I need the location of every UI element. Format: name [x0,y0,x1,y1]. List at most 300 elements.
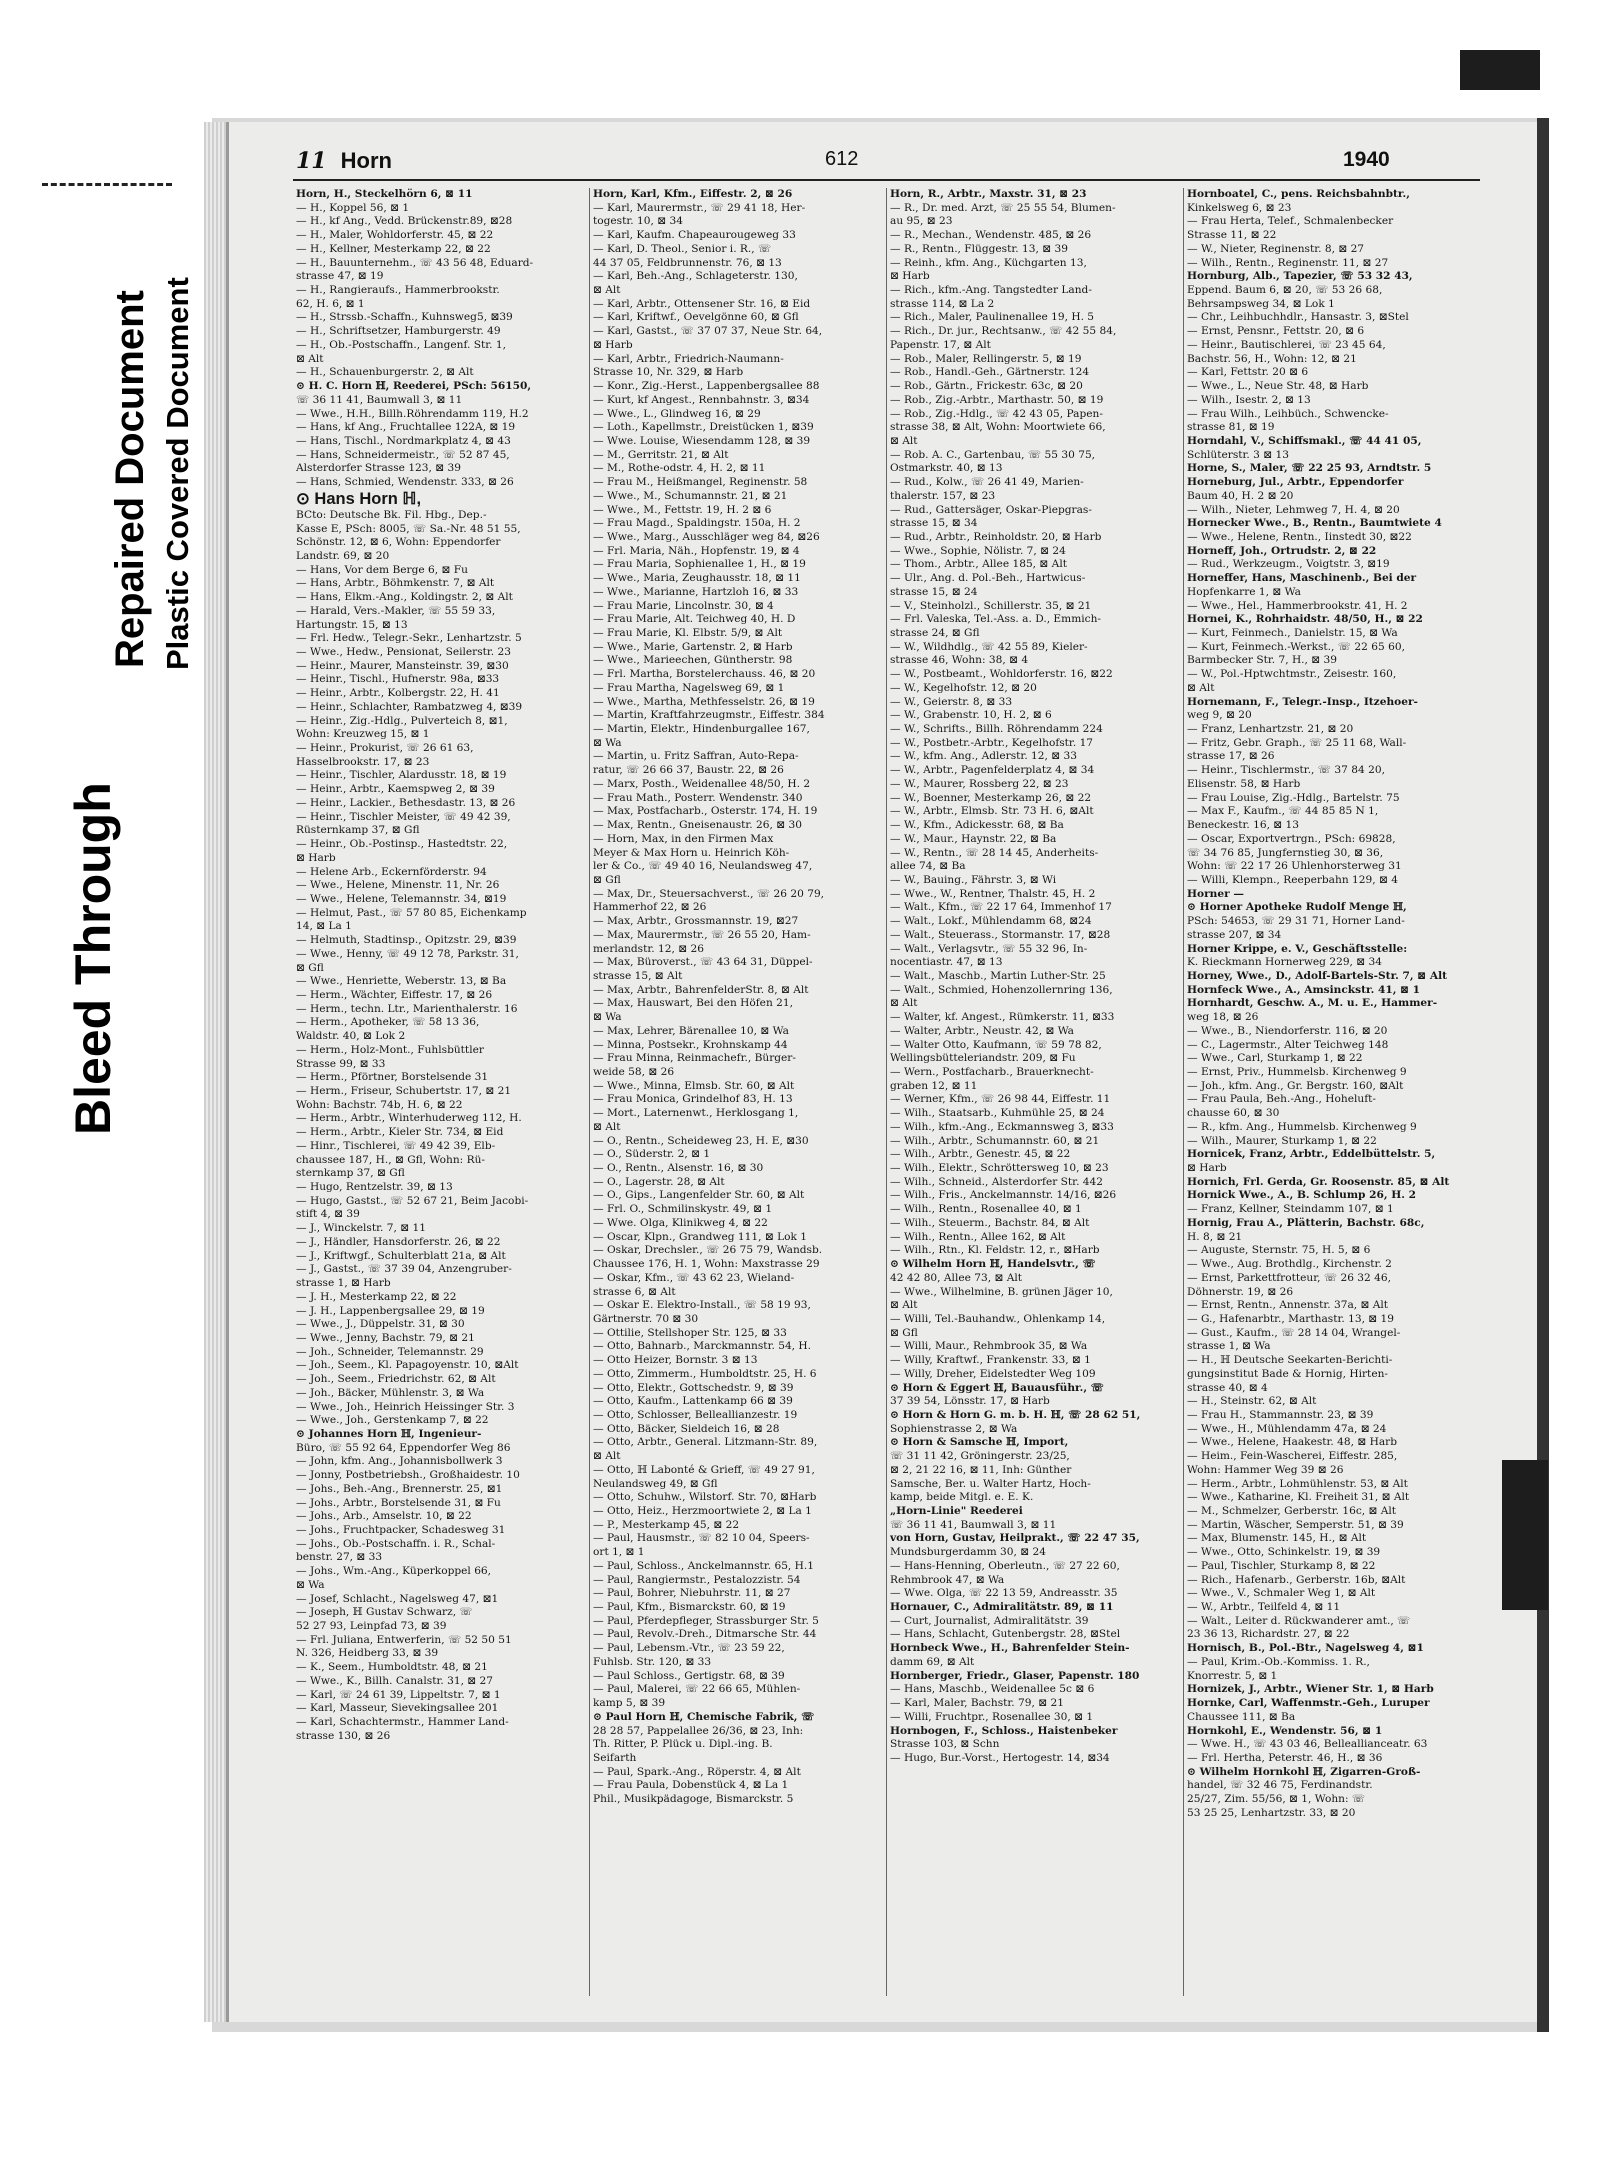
directory-entry: — Hans, Elkm.-Ang., Koldingstr. 2, ⊠ Alt [296,591,513,604]
directory-entry: Horn, R., Arbtr., Maxstr. 31, ⊠ 23 [890,188,1087,200]
directory-entry: Hornei, K., Rohrhaidstr. 48/50, H., ⊠ 22 [1187,613,1423,626]
directory-entry: — Walt., Kfm., ☏ 22 17 64, Immenhof 17 [890,901,1112,914]
directory-entry: — Wwe., B., Niendorferstr. 116, ⊠ 20 [1187,1024,1388,1037]
directory-entry: — H., Ob.-Postschaffn., Langenf. Str. 1, [296,338,507,351]
directory-entry: — Wwe., M., Schumannstr. 21, ⊠ 21 [593,489,788,502]
directory-entry: — Wwe., J., Düppelstr. 31, ⊠ 30 [296,1318,465,1331]
directory-entry: — Johs., Beh.-Ang., Brennerstr. 25, ⊠1 [296,1482,503,1495]
directory-entry: — Wilh., Elektr., Schröttersweg 10, ⊠ 23 [890,1162,1109,1175]
directory-entry: — Franz, Kellner, Steindamm 107, ⊠ 1 [1187,1203,1394,1216]
directory-entry: — Paul, Bohrer, Niebuhrstr. 11, ⊠ 27 [593,1587,791,1600]
scan-edge-shadow [1537,118,1549,2032]
directory-entry: — Josef, Schlacht., Nagelsweg 47, ⊠1 [296,1592,499,1605]
directory-entry: — Heinr., Arbtr., Kaemspweg 2, ⊠ 39 [296,783,495,796]
directory-entry: nocentiastr. 47, ⊠ 13 [890,956,1003,969]
directory-entry: — Max, Hauswart, Bei den Höfen 21, [593,997,793,1010]
column-2 [590,188,887,1996]
directory-entry: — Paul, Rangiermstr., Pestalozzistr. 54 [593,1573,801,1586]
directory-entry: 52 27 93, Leinpfad 73, ⊠ 39 [296,1620,447,1633]
directory-entry: weide 58, ⊠ 26 [593,1066,675,1078]
directory-entry: — Konr., Zig.-Herst., Lappenbergsallee 88 [593,380,820,393]
directory-entry: — Frau Marie, Alt. Teichweg 40, H. D [593,613,796,626]
directory-entry: — Paul, Pferdepfleger, Strassburger Str. 5 [593,1614,819,1627]
directory-entry: — R., Rentn., Flüggestr. 13, ⊠ 39 [890,242,1068,255]
directory-entry: Hornbogen, F., Schloss., Haistenbeker [890,1724,1118,1737]
directory-entry: — W., Maur., Haynstr. 22, ⊠ Ba [890,832,1057,845]
directory-entry: Hammerhof 22, ⊠ 26 [593,901,707,914]
directory-entry: — Paul, Lebensm.-Vtr., ☏ 23 59 22, [593,1642,785,1655]
directory-entry: Hornfeck Wwe., A., Amsinckstr. 41, ⊠ 1 [1187,983,1421,996]
directory-entry: — Wwe., Helene, Minenstr. 11, Nr. 26 [296,879,500,892]
directory-entry: au 95, ⊠ 23 [890,215,953,228]
directory-entry: — V., Steinholzl., Schillerstr. 35, ⊠ 21 [890,599,1092,612]
directory-entry: — Martin, Elektr., Hindenburgallee 167, [593,723,810,736]
directory-entry: ⊠ Alt [1187,681,1215,694]
directory-entry: — Frl. O., Schmilinskystr. 49, ⊠ 1 [593,1203,773,1216]
directory-entry: — O., Lagerstr. 28, ⊠ Alt [593,1175,725,1188]
directory-entry: — W., Wildhdlg., ☏ 42 55 89, Kieler- [890,640,1088,653]
directory-entry: 37 39 54, Lönsstr. 17, ⊠ Harb [890,1395,1050,1408]
directory-entry: — Hinr., Tischlerei, ☏ 49 42 39, Elb- [296,1139,496,1152]
directory-entry: strasse 40, ⊠ 4 [1187,1381,1268,1394]
directory-entry: Landstr. 69, ⊠ 20 [296,549,390,562]
directory-entry: — Max, Postfacharb., Osterstr. 174, H. 19 [593,805,818,818]
directory-entry: ☏ 36 11 41, Baumwall 3, ⊠ 11 [890,1518,1057,1531]
directory-entry: — Heinr., Tischler, Alardusstr. 18, ⊠ 19 [296,769,507,782]
directory-entry: ⊠ Gfl [593,873,621,886]
directory-entry: merlandstr. 12, ⊠ 26 [593,942,704,955]
directory-entry: — Thom., Arbtr., Allee 185, ⊠ Alt [890,558,1067,571]
directory-entry: — Walt., Lokf., Mühlendamm 68, ⊠24 [890,915,1092,928]
directory-entry: — Heinr., Bautischlerei, ☏ 23 45 64, [1187,338,1386,351]
directory-entry: — O., Rentn., Alsenstr. 16, ⊠ 30 [593,1162,764,1175]
directory-entry: — H., kf Ang., Vedd. Brückenstr.89, ⊠28 [296,215,513,228]
directory-entry: — Oscar, Klpn., Grandweg 111, ⊠ Lok 1 [593,1230,808,1243]
directory-entry: ⊙ Horn & Samsche ℍ, Import, [890,1436,1069,1449]
directory-entry: — Max, Arbtr., Grossmannstr. 19, ⊠27 [593,915,799,928]
directory-entry: — Wwe. H., ☏ 43 03 46, Belleallianceatr. 63 [1187,1738,1428,1751]
directory-entry: Hornicek, Franz, Arbtr., Eddelbüttelstr. 5, [1187,1148,1436,1161]
directory-entry: Strasse 11, ⊠ 22 [1187,229,1277,242]
directory-entry: — Hugo, Gastst., ☏ 52 67 21, Beim Jacobi- [296,1194,529,1207]
directory-entry: — Frau Wilh., Leihbüch., Schwencke- [1187,407,1389,420]
directory-entry: — Walt., Steuerass., Stormanstr. 17, ⊠28 [890,928,1111,941]
directory-entry: — Max, Blumenstr. 145, H., ⊠ Alt [1187,1532,1367,1545]
directory-entry: — Otto, Zimmerm., Humboldtstr. 25, H. 6 [593,1367,817,1380]
directory-entry: — H., Steinstr. 62, ⊠ Alt [1187,1395,1317,1408]
directory-entry: — Rob., Maler, Rellingerstr. 5, ⊠ 19 [890,352,1082,365]
directory-entry: — Wwe., Minna, Elmsb. Str. 60, ⊠ Alt [593,1079,795,1092]
directory-entry: Knorrestr. 5, ⊠ 1 [1187,1669,1278,1682]
directory-entry: Behrsampsweg 34, ⊠ Lok 1 [1187,297,1335,310]
directory-entry: — Rich., Hafenarb., Gerberstr. 16b, ⊠Alt [1187,1573,1406,1586]
directory-entry: — Otto, Schuhw., Wilstorf. Str. 70, ⊠Harb [593,1491,817,1504]
directory-entry: ler & Co., ☏ 49 40 16, Neulandsweg 47, [593,860,813,873]
directory-entry: — Karl, Schachtermstr., Hammer Land- [296,1716,509,1729]
directory-entry: — Wwe., Marianne, Hartzloh 16, ⊠ 33 [593,585,799,598]
directory-entry: — M., Gerritstr. 21, ⊠ Alt [593,448,729,461]
directory-entry: — J., Gastst., ☏ 37 39 04, Anzengruber- [296,1263,512,1276]
directory-entry: — Wwe. Olga, ☏ 22 13 59, Andreasstr. 35 [890,1587,1118,1600]
directory-entry: — Herm., Arbtr., Lohmühlenstr. 53, ⊠ Alt [1187,1477,1408,1490]
directory-entry: graben 12, ⊠ 11 [890,1079,978,1092]
directory-entry: — Loth., Kapellmstr., Dreistücken 1, ⊠39 [593,421,814,434]
directory-entry: — Rud., Arbtr., Reinholdstr. 20, ⊠ Harb [890,530,1102,543]
directory-entry: — Otto, Heiz., Herzmoortwiete 2, ⊠ La 1 [593,1505,812,1517]
directory-entry: — Wwe., Aug. Brothdlg., Kirchenstr. 2 [1187,1258,1392,1271]
header-rule [293,179,1480,181]
year-heading: 1940 [1343,148,1390,171]
directory-entry: — Heinr., Maurer, Mansteinstr. 39, ⊠30 [296,659,509,672]
directory-entry: — R., Mechan., Wendenstr. 485, ⊠ 26 [890,229,1092,242]
directory-entry: — W., Kfm., Adickesstr. 68, ⊠ Ba [890,819,1064,832]
directory-entry: — Wwe., Carl, Sturkamp 1, ⊠ 22 [1187,1052,1363,1065]
directory-entry: Horneffer, Hans, Maschinenb., Bei der [1187,572,1417,585]
directory-entry: Wohn: Hammer Weg 39 ⊠ 26 [1187,1463,1344,1476]
directory-entry: — Wilh., Rtn., Kl. Feldstr. 12, r., ⊠Harb [890,1244,1100,1257]
directory-entry: — Rob., Gärtn., Frickestr. 63c, ⊠ 20 [890,380,1083,393]
directory-entry: ⊠ Gfl [890,1326,918,1339]
directory-entry: — Frau Paula, Dobenstück 4, ⊠ La 1 [593,1779,789,1792]
directory-entry: ⊠ Wa [593,736,622,749]
directory-entry: — W., Rentn., ☏ 28 14 45, Anderheits- [890,846,1099,859]
directory-entry: — Wilh., Rentn., Rosenallee 40, ⊠ 1 [890,1203,1082,1216]
directory-entry: — H., Strssb.-Schaffn., Kuhnsweg5, ⊠39 [296,311,513,324]
directory-entry: — Jonny, Postbetriebsh., Großhaidestr. 10 [296,1469,520,1482]
directory-entry: Strasse 99, ⊠ 33 [296,1057,386,1070]
directory-entry: 28 28 57, Pappelallee 26/36, ⊠ 23, Inh: [593,1724,804,1737]
directory-entry: — Herm., Pförtner, Borstelsende 31 [296,1071,489,1084]
directory-entry: — Otto, ℍ Labonté & Grieff, ☏ 49 27 91, [593,1463,815,1476]
directory-entry: — Wwe., Helene, Rentn., Iinstedt 30, ⊠22 [1187,530,1412,543]
directory-entry: — John, kfm. Ang., Johannisbollwerk 3 [296,1455,503,1468]
directory-entry: — Heinr., Arbtr., Kolbergstr. 22, H. 41 [296,687,500,700]
directory-entry: stift 4, ⊠ 39 [296,1208,360,1221]
directory-entry: — J. H., Mesterkamp 22, ⊠ 22 [296,1290,457,1303]
directory-entry: Elisenstr. 58, ⊠ Harb [1187,777,1301,790]
directory-entry: Hornemann, F., Telegr.-Insp., Itzehoer- [1187,695,1418,708]
directory-entry: — Herm., Friseur, Schubertstr. 17, ⊠ 21 [296,1085,512,1097]
directory-entry: — Wilh., Arbtr., Genestr. 45, ⊠ 22 [890,1148,1071,1161]
directory-entry: Büro, ☏ 55 92 64, Eppendorfer Weg 86 [296,1441,511,1454]
directory-entry: — Herm., Apotheker, ☏ 58 13 36, [296,1016,480,1029]
directory-entry: — Wwe., M., Fettstr. 19, H. 2 ⊠ 6 [593,503,772,516]
directory-entry: — Oskar E. Elektro-Install., ☏ 58 19 93, [593,1299,811,1312]
directory-entry: Seifarth [593,1751,637,1764]
directory-entry: — Wwe., L., Glindweg 16, ⊠ 29 [593,407,761,420]
directory-entry: — Max, Arbtr., BahrenfelderStr. 8, ⊠ Alt [593,983,809,996]
directory-entry: — Wwe., Jenny, Bachstr. 79, ⊠ 21 [296,1331,475,1344]
directory-entry: — Hans, Tischl., Nordmarkplatz 4, ⊠ 43 [296,434,511,447]
directory-entry: — Max, Dr., Steuersachverst., ☏ 26 20 79, [593,887,825,900]
directory-entry: strasse 1, ⊠ Wa [1187,1340,1271,1353]
directory-entry: Strasse 103, ⊠ Schn [890,1738,1000,1751]
directory-entry: 25/27, Zim. 55/56, ⊠ 1, Wohn: ☏ [1187,1793,1366,1806]
directory-entry: — Frau Marie, Lincolnstr. 30, ⊠ 4 [593,599,774,612]
directory-entry: Sophienstrasse 2, ⊠ Wa [890,1422,1018,1435]
directory-entry: — Wwe., L., Neue Str. 48, ⊠ Harb [1187,380,1369,393]
directory-columns [293,188,1480,1996]
directory-entry: Hornburg, Alb., Tapezier, ☏ 53 32 43, [1187,270,1413,283]
directory-entry: 23 36 13, Richardstr. 27, ⊠ 22 [1187,1628,1350,1641]
directory-entry: — Willi, Tel.-Bauhandw., Ohlenkamp 14, [890,1312,1106,1325]
directory-entry: — Wwe., Wilhelmine, B. grünen Jäger 10, [890,1285,1113,1298]
directory-entry: — Wilh., Isestr. 2, ⊠ 13 [1187,393,1311,406]
directory-entry: Horneburg, Jul., Arbtr., Eppendorfer [1187,476,1404,489]
directory-entry: — Wilh., kfm.-Ang., Eckmannsweg 3, ⊠33 [890,1120,1114,1133]
directory-entry: — Ernst, Parkettfrotteur, ☏ 26 32 46, [1187,1271,1392,1284]
directory-entry: strasse 46, Wohn: 38, ⊠ 4 [890,654,1029,667]
directory-entry: Eppend. Baum 6, ⊠ 20, ☏ 53 26 68, [1187,284,1383,297]
directory-entry: — Rich., Dr. jur., Rechtsanw., ☏ 42 55 84, [890,325,1117,338]
directory-entry: — Marx, Posth., Weidenallee 48/50, H. 2 [593,777,811,790]
directory-entry: — Helmuth, Stadtinsp., Opitzstr. 29, ⊠39 [296,934,517,947]
directory-entry: — Ottilie, Stellshoper Str. 125, ⊠ 33 [593,1326,787,1339]
directory-entry: — Joh., kfm. Ang., Gr. Bergstr. 160, ⊠Alt [1187,1079,1404,1092]
directory-entry: — W., Boenner, Mesterkamp 26, ⊠ 22 [890,791,1092,804]
directory-entry: ort 1, ⊠ 1 [593,1546,645,1559]
directory-entry: Strasse 10, Nr. 329, ⊠ Harb [593,366,744,379]
directory-entry: — Wwe., H., Mühlendamm 47a, ⊠ 24 [1187,1422,1387,1435]
directory-entry: — Otto, Elektr., Gottschedstr. 9, ⊠ 39 [593,1381,794,1394]
directory-entry: — Otto, Schlosser, Belleallianzestr. 19 [593,1408,798,1421]
directory-entry: — Rob. A. C., Gartenbau, ☏ 55 30 75, [890,448,1096,461]
directory-entry: — Max, Rentn., Gneisenaustr. 26, ⊠ 30 [593,819,802,832]
repaired-document-label: Repaired Document [108,290,152,668]
directory-entry: — Wilh., Steuerm., Bachstr. 84, ⊠ Alt [890,1216,1090,1229]
directory-entry: Horner — [1187,887,1244,900]
directory-entry: — Hans, Schmied, Wendenstr. 333, ⊠ 26 [296,476,514,489]
directory-entry: 62, H. 6, ⊠ 1 [296,297,365,310]
directory-entry: 53 25 25, Lenhartzstr. 33, ⊠ 20 [1187,1806,1356,1819]
directory-entry: — Frl. Hertha, Peterstr. 46, H., ⊠ 36 [1187,1751,1383,1764]
directory-entry: — Oskar, Kfm., ☏ 43 62 23, Wieland- [593,1271,795,1284]
directory-entry: Schönstr. 12, ⊠ 6, Wohn: Eppendorfer [296,536,501,549]
directory-entry: ⊙ Hans Horn ℍ, [296,489,422,508]
directory-entry: — Frl. Maria, Näh., Hopfenstr. 19, ⊠ 4 [593,544,800,557]
directory-entry: Hornecker Wwe., B., Rentn., Baumtwiete 4 [1187,517,1442,530]
directory-entry: — Ernst, Priv., Hummelsb. Kirchenweg 9 [1187,1066,1407,1078]
column-4 [1184,188,1480,1996]
directory-entry: — Minna, Postsekr., Krohnskamp 44 [593,1038,788,1051]
directory-entry: — Willi, Fruchtpr., Rosenallee 30, ⊠ 1 [890,1710,1094,1723]
directory-entry: ⊙ Wilhelm Hornkohl ℍ, Zigarren-Groß- [1187,1765,1421,1778]
directory-entry: Hornke, Carl, Waffenmstr.-Geh., Luruper [1187,1697,1430,1710]
directory-entry: — J., Winckelstr. 7, ⊠ 11 [296,1222,426,1235]
running-head-left [296,148,392,174]
directory-entry: — Paul, Tischler, Sturkamp 8, ⊠ 22 [1187,1559,1376,1572]
directory-entry: — W., Schrifts., Billh. Röhrendamm 224 [890,723,1103,736]
directory-entry: Wellingsbütteleriandstr. 209, ⊠ Fu [890,1052,1076,1065]
directory-entry: Chaussee 111, ⊠ Ba [1187,1710,1296,1723]
directory-entry: — Oscar, Exportvertrgn., PSch: 69828, [1187,832,1396,845]
directory-entry: — Heim., Fein-Wascherei, Eiffestr. 285, [1187,1450,1398,1463]
directory-entry: chausse 60, ⊠ 30 [1187,1107,1280,1120]
directory-entry: Hornbeck Wwe., H., Bahrenfelder Stein- [890,1642,1130,1655]
directory-entry: — W., kfm. Ang., Adlerstr. 12, ⊠ 33 [890,750,1077,763]
directory-entry: — Otto, Bäcker, Sieldeich 16, ⊠ 28 [593,1422,780,1435]
directory-entry: ⊠ Harb [890,270,930,283]
directory-entry: — Heinr., Lackier., Bethesdastr. 13, ⊠ 26 [296,796,516,809]
directory-entry: PSch: 54653, ☏ 29 31 71, Horner Land- [1187,915,1405,928]
directory-entry: — Heinr., Schlachter, Rambatzweg 4, ⊠39 [296,700,523,713]
directory-entry: — Frau Louise, Zig.-Hdlg., Bartelstr. 75 [1187,791,1400,804]
directory-entry: — Willi, Maur., Rehmbrook 35, ⊠ Wa [890,1340,1088,1353]
directory-entry: — Karl, Fettstr. 20 ⊠ 6 [1187,366,1309,379]
directory-entry: — Rob., Zig.-Hdlg., ☏ 42 43 05, Papen- [890,407,1103,420]
scan-dash-mark [42,183,172,186]
directory-entry: — W., Arbtr., Pagenfelderplatz 4, ⊠ 34 [890,764,1095,777]
directory-entry: ⊠ Alt [890,997,918,1010]
directory-entry: — Wwe., Marie, Gartenstr. 2, ⊠ Harb [593,640,793,653]
directory-entry: — Reinh., kfm. Ang., Küchgarten 13, [890,256,1087,269]
directory-entry: — Otto, Arbtr., General. Litzmann-Str. 89, [593,1436,818,1449]
directory-entry: — Wwe., Henny, ☏ 49 12 78, Parkstr. 31, [296,947,519,960]
directory-entry: Wohn: Kreuzweg 15, ⊠ 1 [296,728,430,741]
page-binding [204,122,226,2022]
directory-entry: — J. H., Lappenbergsallee 29, ⊠ 19 [296,1304,485,1317]
directory-entry: — Auguste, Sternstr. 75, H. 5, ⊠ 6 [1187,1244,1371,1257]
directory-entry: — Frau H., Stammannstr. 23, ⊠ 39 [1187,1408,1374,1421]
directory-entry: — Max, Büroverst., ☏ 43 64 31, Düppel- [593,956,813,969]
directory-entry: gungsinstitut Bade & Hornig, Hirten- [1187,1367,1388,1380]
directory-entry: ⊠ Harb [1187,1162,1227,1175]
directory-entry: — H., Schauenburgerstr. 2, ⊠ Alt [296,366,474,379]
scan-corner-shadow [1460,50,1540,90]
directory-entry: — Frl. Hedw., Telegr.-Sekr., Lenhartzstr. 5 [296,632,522,645]
directory-entry: Hartungstr. 15, ⊠ 13 [296,618,408,631]
directory-entry: — Martin, Kraftfahrzeugmstr., Eiffestr. 384 [593,709,825,722]
directory-entry: Meyer & Max Horn u. Heinrich Köh- [593,846,790,859]
directory-entry: — Johs., Arbtr., Borstelsende 31, ⊠ Fu [296,1496,501,1509]
directory-entry: — O., Gips., Langenfelder Str. 60, ⊠ Alt [593,1189,805,1202]
directory-entry: — Wwe. Olga, Klinikweg 4, ⊠ 22 [593,1216,768,1229]
directory-entry: — H., ℍ Deutsche Seekarten-Berichti- [1187,1354,1393,1367]
directory-entry: Wohn: Bachstr. 74b, H. 6, ⊠ 22 [296,1098,463,1111]
directory-entry: — Walt., Verlagsvtr., ☏ 55 32 96, In- [890,942,1088,955]
directory-entry: — Oskar, Drechsler., ☏ 26 75 79, Wandsb. [593,1244,823,1257]
directory-entry: — Wwe., Hel., Hammerbrookstr. 41, H. 2 [1187,599,1408,612]
directory-entry: — Walter, Arbtr., Neustr. 42, ⊠ Wa [890,1024,1074,1037]
directory-entry: — Kurt, Feinmech.-Werkst., ☏ 22 65 60, [1187,640,1405,653]
directory-entry: ☏ 31 11 42, Gröningerstr. 23/25, [890,1450,1070,1463]
directory-entry: 14, ⊠ La 1 [296,920,352,933]
directory-entry: — Harald, Vers.-Makler, ☏ 55 59 33, [296,604,496,617]
directory-entry: ⊙ H. C. Horn ℍ, Reederei, PSch: 56150, [296,380,532,393]
directory-entry: — H., Maler, Wohldorferstr. 45, ⊠ 22 [296,229,494,242]
directory-entry: — Hans, kf Ang., Fruchtallee 122A, ⊠ 19 [296,421,516,434]
directory-entry: — H., Kellner, Mesterkamp 22, ⊠ 22 [296,242,491,255]
directory-entry: — Frau Magd., Spaldingstr. 150a, H. 2 [593,517,801,530]
directory-entry: thalerstr. 157, ⊠ 23 [890,489,996,502]
directory-entry: — W., Grabenstr. 10, H. 2, ⊠ 6 [890,709,1052,722]
directory-entry: Gärtnerstr. 70 ⊠ 30 [593,1312,699,1325]
directory-entry: Horn, H., Steckelhörn 6, ⊠ 11 [296,188,473,200]
directory-entry: BCto: Deutsche Bk. Fil. Hbg., Dep.- [296,508,487,521]
directory-entry: Bachstr. 56, H., Wohn: 12, ⊠ 21 [1187,352,1357,365]
directory-entry: — Wilh., Staatsarb., Kuhmühle 25, ⊠ 24 [890,1107,1105,1120]
directory-entry: — Karl, Masseur, Sievekingsallee 201 [296,1702,499,1715]
directory-entry: Döhnerstr. 19, ⊠ 26 [1187,1285,1294,1298]
directory-entry: — Otto, Bahnarb., Marckmannstr. 54, H. [593,1340,812,1353]
directory-entry: Hornauer, C., Admiralitätstr. 89, ⊠ 11 [890,1601,1114,1614]
directory-entry: kamp, beide Mitgl. e. E. K. [890,1491,1034,1504]
directory-entry: — Curt, Journalist, Admiralitätstr. 39 [890,1614,1089,1627]
directory-entry: — Karl, Kaufm. Chapeaurougeweg 33 [593,229,796,242]
directory-entry: — Wwe., Hedw., Pensionat, Seilerstr. 23 [296,646,512,658]
directory-entry: — Karl, Maler, Bachstr. 79, ⊠ 21 [890,1697,1064,1710]
directory-entry: Mundsburgerdamm 30, ⊠ 24 [890,1546,1046,1559]
directory-entry: strasse 38, ⊠ Alt, Wohn: Moortwiete 66, [890,421,1106,434]
directory-entry: Hopfenkarre 1, ⊠ Wa [1187,585,1301,598]
directory-entry: — Horn, Max, in den Firmen Max [593,832,774,845]
column-3 [887,188,1184,1996]
bleed-through-label: Bleed Through [65,782,121,1135]
directory-entry: Horndahl, V., Schiffsmakl., ☏ 44 41 05, [1187,434,1422,447]
directory-entry: Papenstr. 17, ⊠ Alt [890,338,991,351]
directory-entry: strasse 24, ⊠ Gfl [890,627,980,639]
directory-entry: N. 326, Heidberg 33, ⊠ 39 [296,1647,439,1660]
directory-entry: Samsche, Ber. u. Walter Hartz, Hoch- [890,1477,1091,1490]
directory-entry: — Heinr., Tischlermstr., ☏ 37 84 20, [1187,764,1385,777]
directory-entry: strasse 15, ⊠ 24 [890,585,978,598]
directory-entry: Horney, Wwe., D., Adolf-Bartels-Str. 7, ⊠ Alt [1187,969,1448,982]
directory-entry: — Walter Otto, Kaufmann, ☏ 59 78 82, [890,1038,1102,1051]
directory-entry: — R., Dr. med. Arzt, ☏ 25 55 54, Blumen- [890,201,1116,214]
directory-entry: — Hans, Schlacht, Gutenbergstr. 28, ⊠Stel [890,1628,1121,1641]
directory-entry: — Rud., Gattersäger, Oskar-Piepgras- [890,503,1092,516]
directory-entry: — W., Pol.-Hptwchtmstr., Zeisestr. 160, [1187,668,1397,681]
directory-entry: — Franz, Lenhartzstr. 21, ⊠ 20 [1187,723,1354,736]
directory-entry: — Heinr., Tischl., Hufnerstr. 98a, ⊠33 [296,673,500,686]
directory-entry: ⊙ Horner Apotheke Rudolf Menge ℍ, [1187,901,1407,914]
directory-entry: Alsterdorfer Strasse 123, ⊠ 39 [296,462,461,475]
directory-entry: Beneckestr. 16, ⊠ 13 [1187,819,1300,832]
directory-entry: — Paul Schloss., Gertigstr. 68, ⊠ 39 [593,1669,785,1682]
directory-entry: Hornberger, Friedr., Glaser, Papenstr. 180 [890,1669,1140,1682]
directory-entry: — Wilh., Maurer, Sturkamp 1, ⊠ 22 [1187,1134,1377,1147]
directory-entry: — Frau Paula, Beh.-Ang., Hoheluft- [1187,1093,1376,1106]
directory-entry: — Walt., Maschb., Martin Luther-Str. 25 [890,969,1106,982]
directory-entry: chaussee 187, H., ⊠ Gfl, Wohn: Rü- [296,1153,485,1166]
plastic-covered-label: Plastic Covered Document [160,277,195,670]
directory-entry: — Rob., Zig.-Arbtr., Marthastr. 50, ⊠ 19 [890,393,1104,406]
directory-entry: — Frau Maria, Sophienallee 1, H., ⊠ 19 [593,558,806,571]
directory-entry: — Wilh., Nieter, Lehmweg 7, H. 4, ⊠ 20 [1187,503,1400,516]
directory-entry: — Frau Herta, Telef., Schmalenbecker [1187,215,1394,228]
directory-entry: — Joh., Seem., Kl. Papagoyenstr. 10, ⊠Alt [296,1359,519,1372]
directory-entry: — Hans-Henning, Oberleutn., ☏ 27 22 60, [890,1559,1120,1572]
directory-entry: — Frau Marie, Kl. Elbstr. 5/9, ⊠ Alt [593,627,783,639]
directory-entry: — Frau M., Heißmangel, Reginenstr. 58 [593,476,808,489]
directory-entry: ⊠ Harb [296,851,336,864]
directory-entry: — Johs., Arb., Amselstr. 10, ⊠ 22 [296,1510,472,1523]
directory-entry: — Joh., Bäcker, Mühlenstr. 3, ⊠ Wa [296,1386,485,1399]
directory-entry: — Wilh., Schneid., Alsterdorfer Str. 442 [890,1175,1104,1188]
directory-entry: — Wwe., H.H., Billh.Röhrendamm 119, H.2 [296,407,529,420]
directory-entry: — Walt., Schmied, Hohenzollernring 136, [890,983,1113,996]
directory-entry: — Rich., Maler, Paulinenallee 19, H. 5 [890,311,1095,324]
directory-entry: — Werner, Kfm., ☏ 26 98 44, Eiffestr. 11 [890,1093,1111,1106]
directory-entry: — J., Kriftwgf., Schulterblatt 21a, ⊠ Alt [296,1249,506,1262]
directory-entry: — Hans, Maschb., Weidenallee 5c ⊠ 6 [890,1683,1095,1696]
directory-entry: — Rob., Handl.-Geh., Gärtnerstr. 124 [890,366,1090,379]
directory-entry: — Mort., Laternenwt., Herklosgang 1, [593,1107,799,1120]
directory-entry: — Wwe., Helene, Telemannstr. 34, ⊠19 [296,892,507,905]
directory-entry: — Karl, Arbtr., Ottensener Str. 16, ⊠ Eid [593,297,811,310]
directory-entry: — Hugo, Bur.-Vorst., Hertogestr. 14, ⊠34 [890,1751,1110,1764]
directory-entry: — M., Schmelzer, Gerberstr. 16c, ⊠ Alt [1187,1505,1397,1517]
